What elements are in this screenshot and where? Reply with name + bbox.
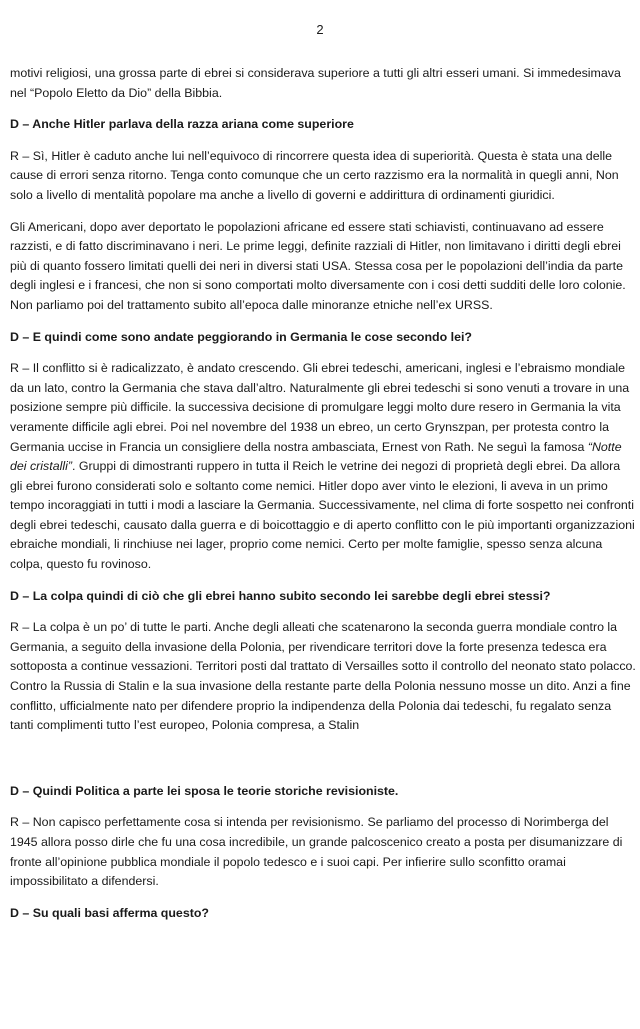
answer-paragraph <box>10 359 636 575</box>
question-heading: D – Su quali basi afferma questo? <box>10 905 209 920</box>
italic-title: “Notte dei cristalli” <box>10 439 622 474</box>
question-heading: D – La colpa quindi di ciò che gli ebrei hanno subito secondo lei sarebbe degli ebrei stessi? <box>10 588 551 603</box>
question-heading: D – Anche Hitler parlava della razza ariana come superiore <box>10 117 354 132</box>
answer-paragraph: R – Non capisco perfettamente cosa si intenda per revisionismo. Se parliamo del processo di Norimberga del 1945 allora posso dirle che fu una cosa incredibile, un grande palcoscenico creato a posta per disumanizzare di fronte all’opinione pubblica mondiale il popolo tedesco e i suoi capi. Per infierire sullo sconfitto oramai impossibilitato a difendersi. <box>10 815 623 889</box>
answer-paragraph: R – La colpa è un po’ di tutte le parti. Anche degli alleati che scatenarono la seconda guerra mondiale contro la Germania, a seguito della invasione della Polonia, per rivendicare territori dove la forte presenza tedesca era sottoposta a continue vessazioni. Territori posti dal trattato di Versailles sotto il controllo del neonato stato polacco. Contro la Russia di Stalin e la sua invasione della restante parte della Polonia nessuno mosse un dito. Anzi a fine conflitto, ufficialmente nato per difendere proprio la indipendenza della Polonia dai tedeschi, fu regalato senza tanti complimenti tutto l’est europeo, Polonia compresa, a Stalin <box>10 620 636 733</box>
page-number: 2 <box>316 22 324 37</box>
answer-paragraph: motivi religiosi, una grossa parte di ebrei si considerava superiore a tutti gli altri esseri umani. Si immedesimava nel “Popolo Eletto da Dio” della Bibbia. <box>10 66 621 100</box>
document-body <box>10 64 636 935</box>
answer-text: R – Il conflitto si è radicalizzato, è andato crescendo. Gli ebrei tedeschi, americani, inglesi e l’ebraismo mondiale da un lato, contro la Germania che stava dall’altro. Naturalmente gli ebrei tedeschi si sono venuti a trovare in una posizione sempre più difficile. la successiva decisione di promulgare leggi molto dure resero in Germania la vita veramente difficile agli ebrei. Poi nel novembre del 1938 un ebreo, un certo Grynszpan, per protesta contro la Germania uccise in Francia un consigliere della nostra ambasciata, Ernest von Rath. Ne seguì la famosa <box>10 361 630 454</box>
answer-paragraph: Gli Americani, dopo aver deportato le popolazioni africane ed essere stati schiavisti, continuavano ad essere razzisti, e di fatto discriminavano i neri. Le prime leggi, definite razziali di Hitler, non limitavano i diritti degli ebrei più di quanto fossero limitati quelli dei neri in diversi stati USA. Stessa cosa per le popolazioni dell’india da parte degli inglesi e i francesi, che non si sono comportati molto diversamente con i cosi detti sudditi delle loro colonie. Non parliamo poi del trattamento subito all’epoca dalle minoranze etniche nell’ex URSS. <box>10 219 626 312</box>
question-heading: D – Quindi Politica a parte lei sposa le teorie storiche revisioniste. <box>10 783 399 798</box>
question-heading: D – E quindi come sono andate peggiorando in Germania le cose secondo lei? <box>10 329 472 344</box>
answer-paragraph: R – Sì, Hitler è caduto anche lui nell’equivoco di rincorrere questa idea di superiorità. Questa è stata una delle cause di errori senza ritorno. Tenga conto comunque che un certo razzismo era la normalità in quegli anni, Non solo a livello di mentalità popolare ma anche a livello di governi e addirittura di ordinamenti giuridici. <box>10 148 619 202</box>
answer-text: . Gruppi di dimostranti ruppero in tutta il Reich le vetrine dei negozi di proprietà degli ebrei. Da allora gli ebrei furono considerati solo e soltanto come nemici. Hitler dopo aver vinto le elezioni, li aveva in un primo tempo incoraggiati in tutti i modi a lasciare la Germania. Successivamente, nel clima di forte sospetto nei confronti degli ebrei tedeschi, causato dalla guerra e di boicottaggio e di aperto conflitto con le più importanti organizzazioni ebraiche mondiali, li rinchiuse nei lager, proprio come nemici. Certo per molte famiglie, spesso senza alcuna colpa, questo fu rovinoso. <box>10 459 635 572</box>
